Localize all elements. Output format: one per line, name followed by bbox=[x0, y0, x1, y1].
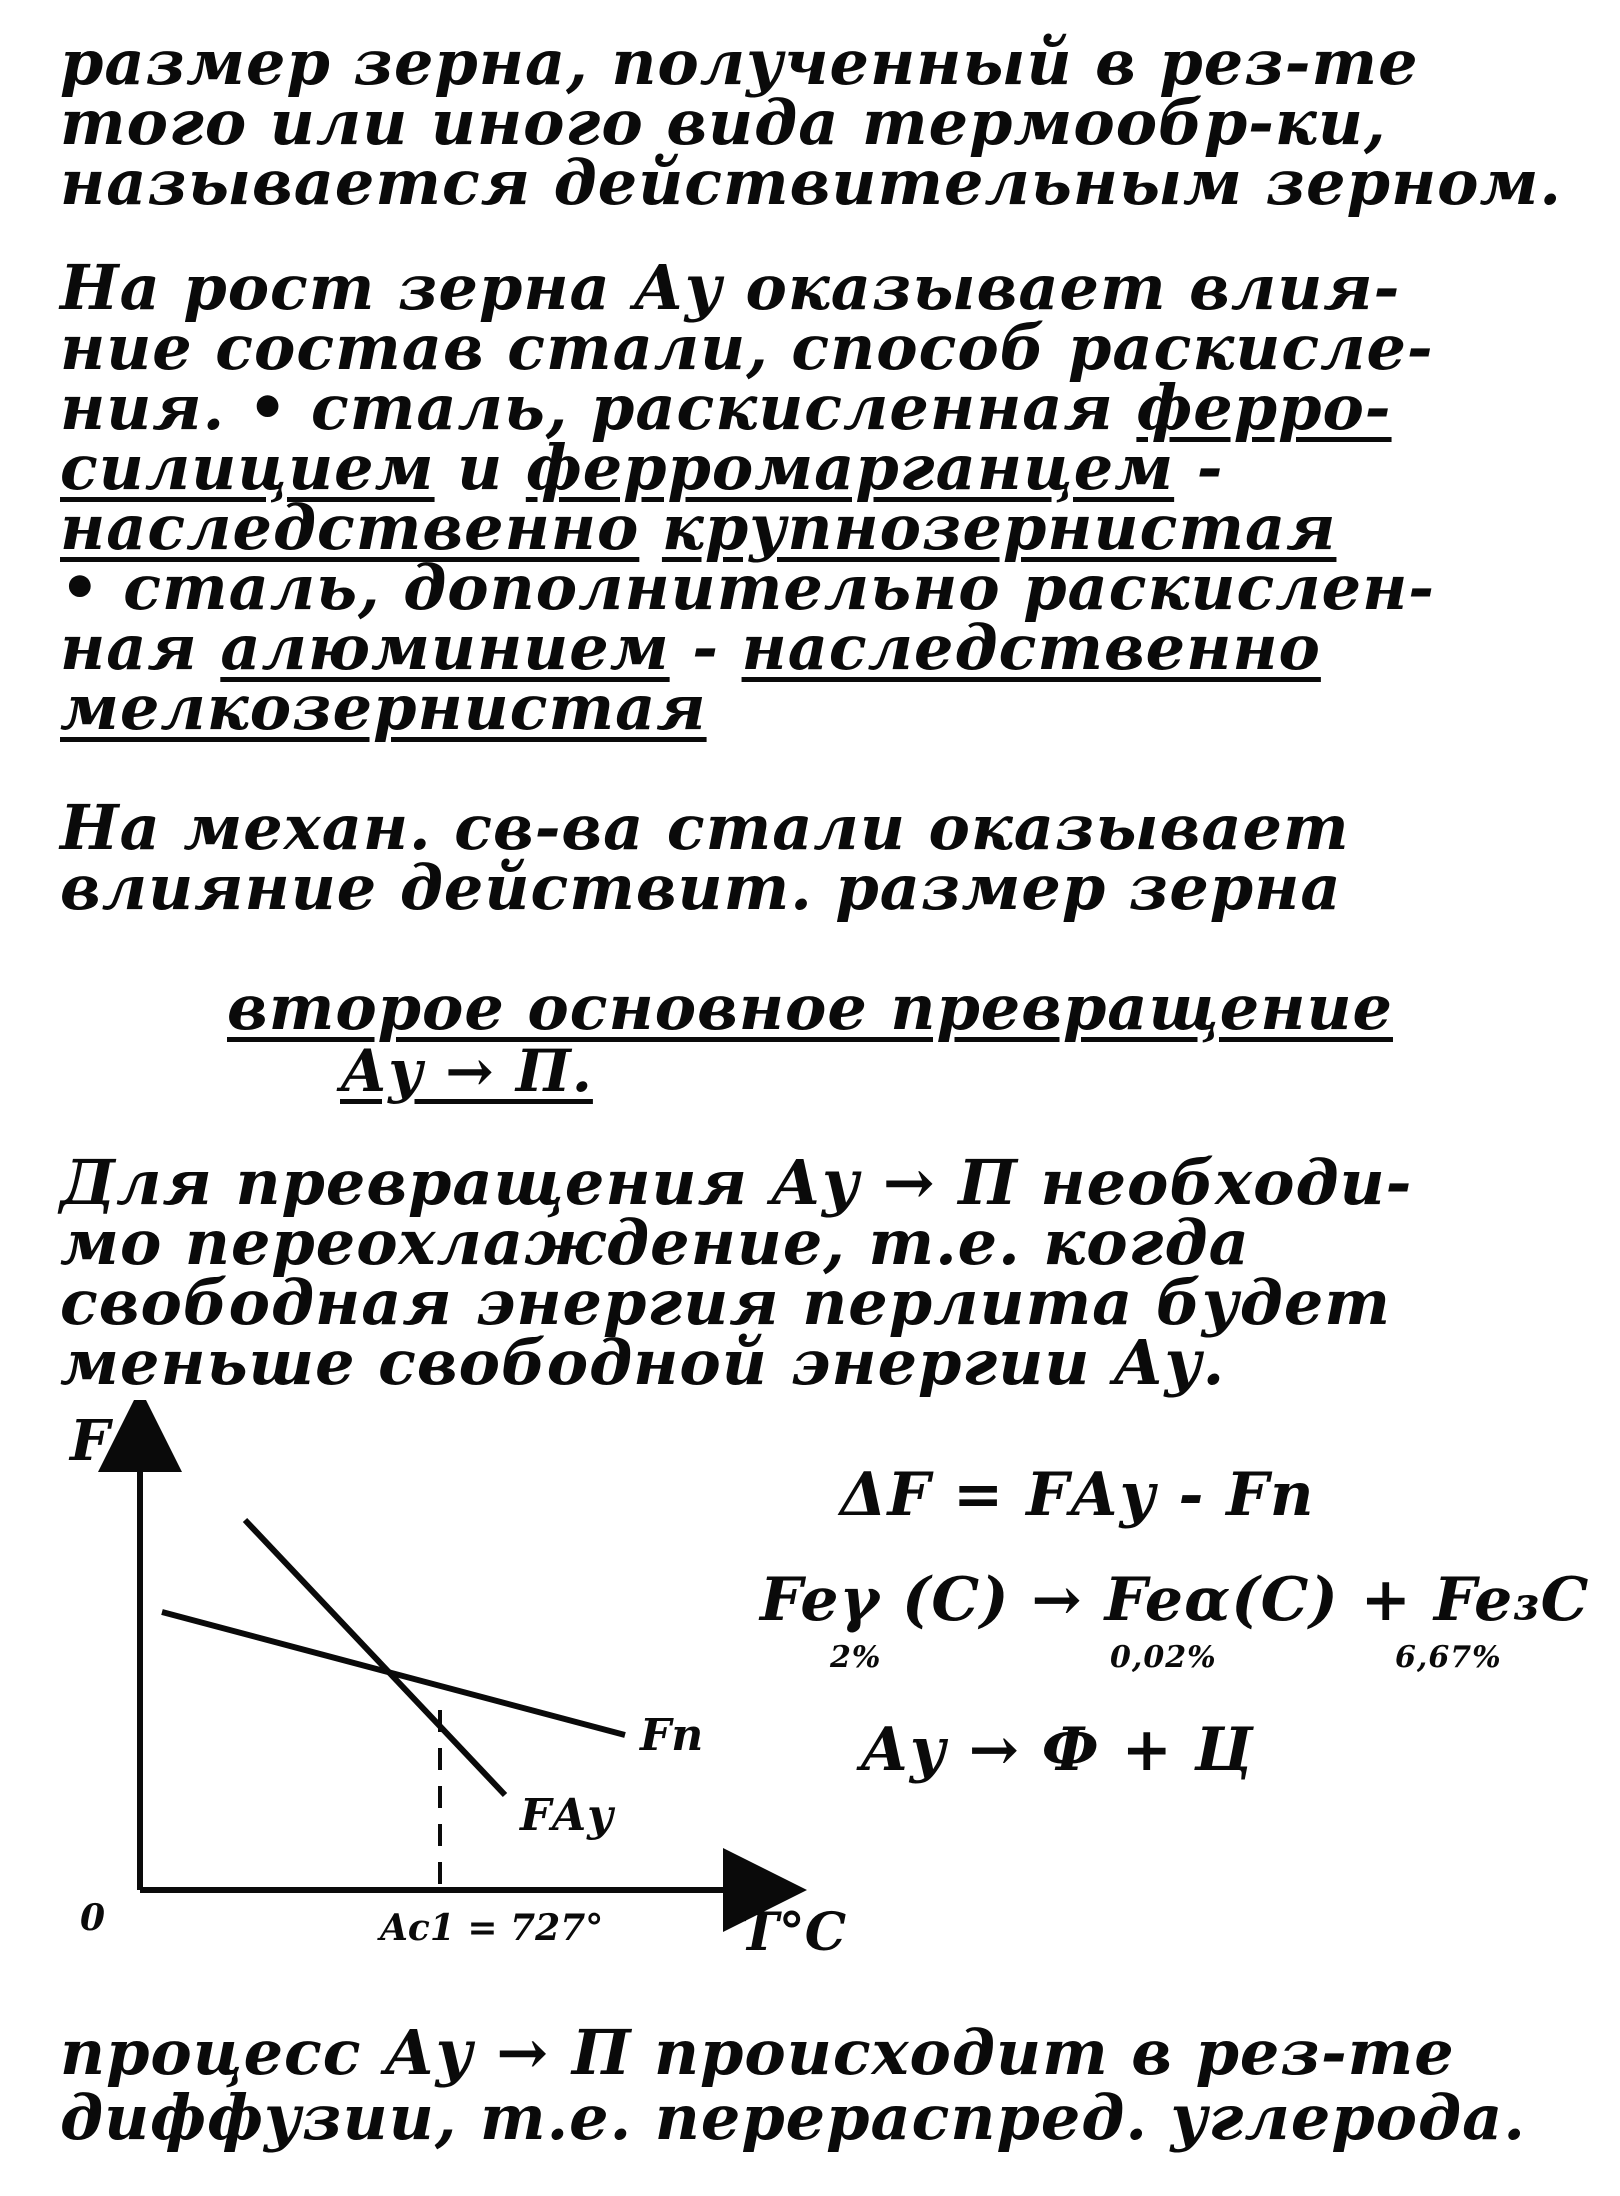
para5-line-1: процесс Ау → П происходит в рез-те bbox=[60, 2016, 1455, 2089]
underlined-ferrosilicon-1: ферро- bbox=[1136, 371, 1392, 444]
underlined-aluminium: алюминием bbox=[220, 611, 670, 684]
transformation-formula: Ау → Ф + Ц bbox=[860, 1715, 1254, 1785]
perlite-line-label: Fп bbox=[640, 1710, 704, 1761]
x-axis-label: T°C bbox=[740, 1902, 847, 1960]
free-energy-diagram bbox=[40, 1400, 860, 1960]
reaction-arrow: → bbox=[1009, 1565, 1105, 1635]
section-subheading: Ау → П. bbox=[340, 1037, 593, 1105]
para1-line-3: называется действительным зерном. bbox=[60, 146, 1563, 219]
para2-line-2: ние состав стали, способ раскисле- bbox=[60, 311, 1434, 384]
underlined-coarse-grained: крупнозернистая bbox=[661, 491, 1337, 564]
y-axis-label: F bbox=[70, 1408, 110, 1474]
ac1-label: Ac1 = 727° bbox=[380, 1907, 604, 1949]
para2-line-7-dash: - bbox=[669, 611, 742, 684]
para2-line-4-and: и bbox=[434, 431, 526, 504]
para2-line-4-dash: - bbox=[1174, 431, 1224, 504]
underlined-fine-grained: мелкозернистая bbox=[60, 671, 707, 744]
reaction-formula bbox=[760, 1565, 1589, 1635]
para2-line-6: • сталь, дополнительно раскислен- bbox=[60, 551, 1436, 624]
para2-line-3-text: ния. • сталь, раскисленная bbox=[60, 371, 1114, 444]
underlined-ferrosilicon-2: силицием bbox=[60, 431, 435, 504]
underlined-hereditary-1: наследственно bbox=[60, 491, 640, 564]
para4-line-2: мо переохлаждение, т.е. когда bbox=[60, 1206, 1250, 1279]
pct-alpha: 0,02% bbox=[1110, 1640, 1217, 1675]
reaction-rhs: Feα(C) + Fe₃C bbox=[1104, 1565, 1590, 1635]
para1-line-1: размер зерна, полученный в рез-те bbox=[60, 26, 1419, 99]
underlined-hereditary-2: наследственно bbox=[741, 611, 1321, 684]
para4-line-1: Для превращения Ау → П необходи- bbox=[60, 1146, 1413, 1219]
austenite-energy-line bbox=[245, 1520, 505, 1795]
para5-line-2: диффузии, т.е. перераспред. углерода. bbox=[60, 2081, 1526, 2154]
para4-line-4: меньше свободной энергии Ау. bbox=[60, 1326, 1226, 1399]
para2-line-7-text: ная bbox=[60, 611, 198, 684]
para1-line-2: того или иного вида термообр-ки, bbox=[60, 86, 1387, 159]
pct-cementite: 6,67% bbox=[1395, 1640, 1502, 1675]
delta-f-formula: ΔF = FАу - Fп bbox=[840, 1460, 1315, 1530]
reaction-lhs: Feγ (C) bbox=[760, 1565, 1010, 1635]
para3-line-1: На механ. св-ва стали оказывает bbox=[60, 791, 1350, 864]
para3-line-2: влияние действит. размер зерна bbox=[60, 851, 1342, 924]
section-heading: второе основное превращение bbox=[227, 971, 1393, 1044]
para2-line-1: На рост зерна Ау оказывает влия- bbox=[60, 251, 1401, 324]
para2-line-8 bbox=[60, 671, 707, 744]
pct-gamma: 2% bbox=[830, 1640, 882, 1675]
austenite-line-label: FАу bbox=[520, 1790, 614, 1841]
underlined-ferromanganese: ферромарганцем bbox=[525, 431, 1175, 504]
origin-label: 0 bbox=[80, 1897, 106, 1939]
para4-line-3: свободная энергия перлита будет bbox=[60, 1266, 1391, 1339]
